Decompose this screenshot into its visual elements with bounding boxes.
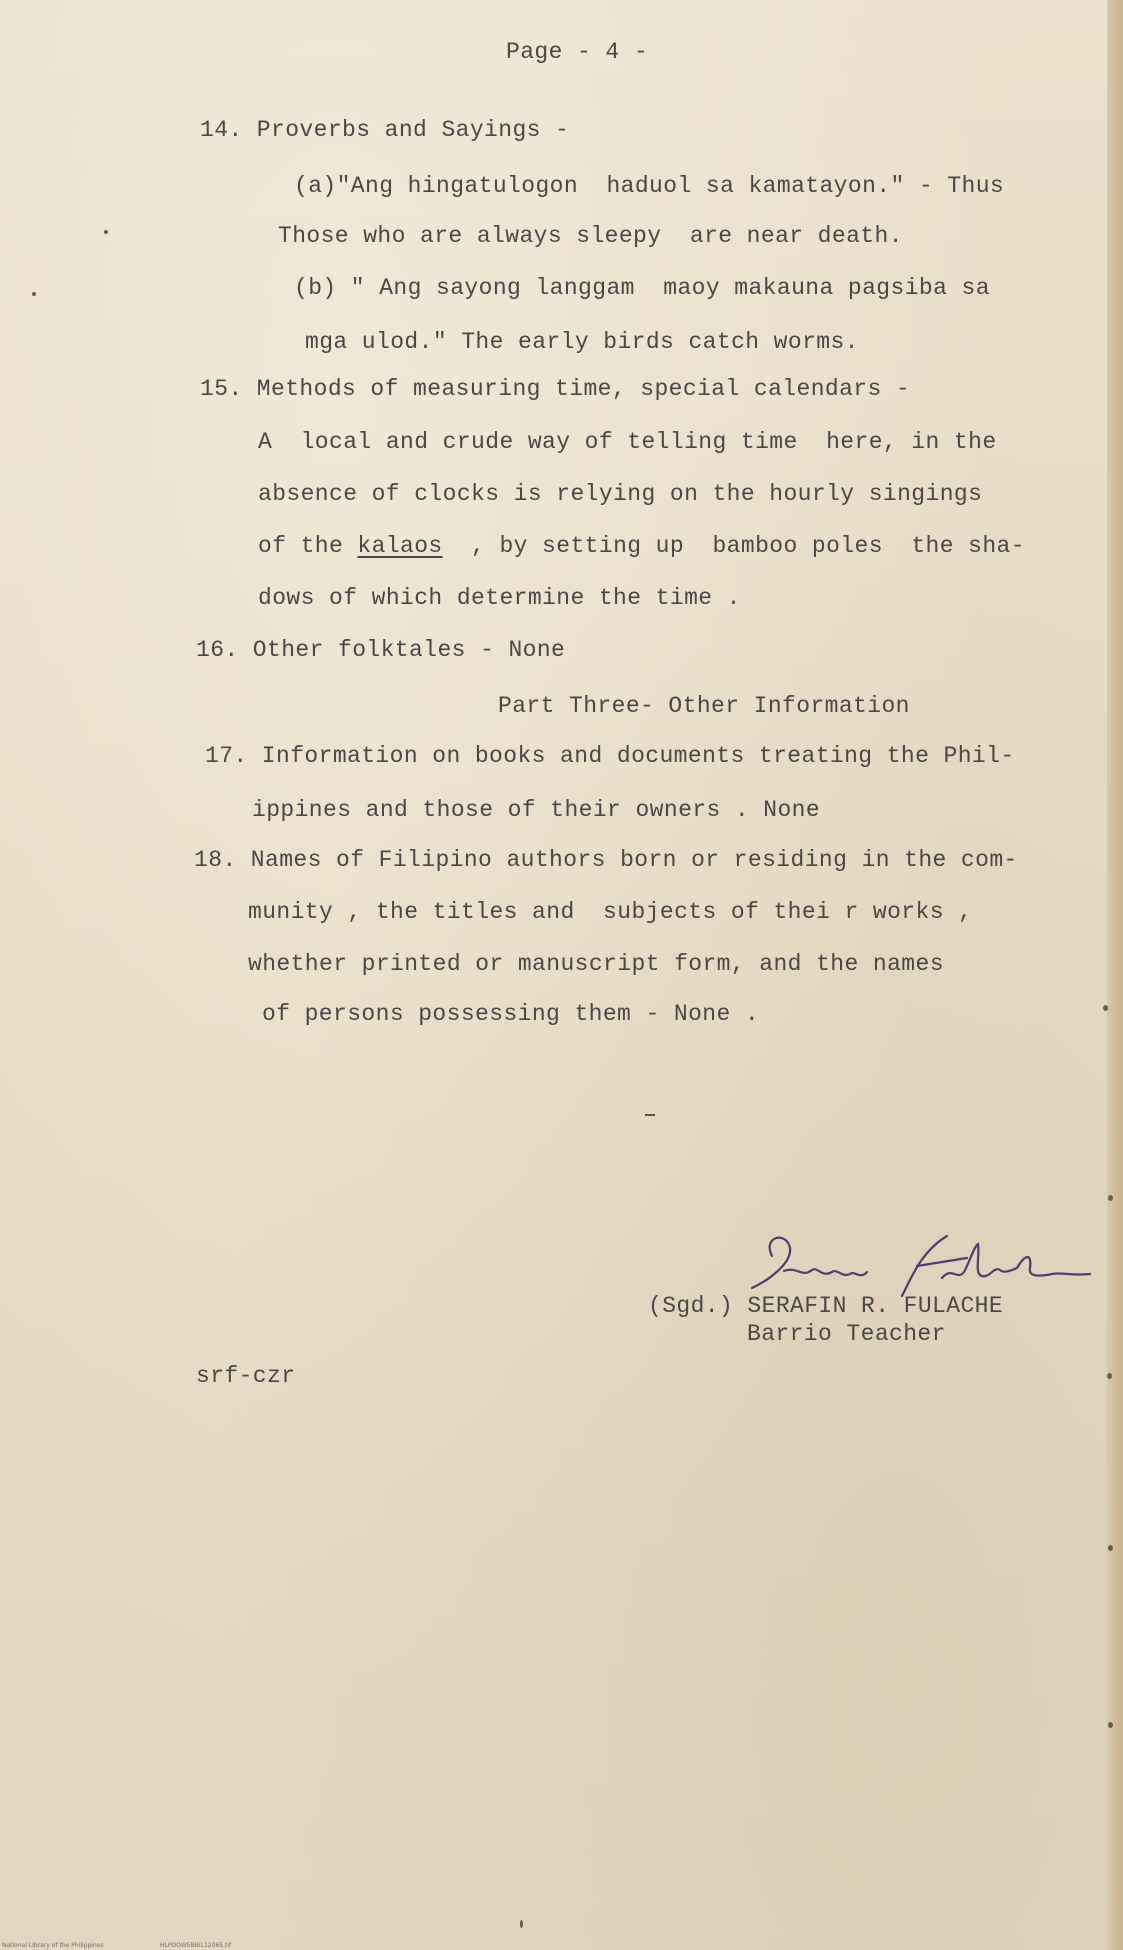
item-18-line2: munity , the titles and subjects of thei r works , xyxy=(248,899,973,925)
signed-name: (Sgd.) SERAFIN R. FULACHE xyxy=(648,1293,1004,1319)
kalaos-word: kalaos xyxy=(357,533,443,559)
part-three-heading: Part Three- Other Information xyxy=(498,693,910,719)
item-15-line3-prefix: of the xyxy=(258,533,358,559)
file-name: HLPOOWEBBIL12065.tif xyxy=(160,1942,232,1949)
item-18-line4: of persons possessing them - None . xyxy=(262,1001,760,1027)
library-credit: National Library of the Philippines xyxy=(2,1942,104,1949)
item-14-a-line2: Those who are always sleepy are near death. xyxy=(278,223,903,249)
paper-speck xyxy=(1108,1195,1113,1201)
item-15-line3 xyxy=(258,532,1025,560)
item-18-line3: whether printed or manuscript form, and the names xyxy=(248,951,944,977)
paper-speck xyxy=(520,1920,523,1928)
item-15-line3-suffix: , by setting up bamboo poles the sha- xyxy=(442,533,1025,559)
item-15-line1: A local and crude way of telling time here, in the xyxy=(258,429,997,455)
item-17-line1: 17. Information on books and documents treating the Phil- xyxy=(205,743,1015,769)
item-15-line2: absence of clocks is relying on the hourly singings xyxy=(258,481,983,507)
item-15-title: 15. Methods of measuring time, special calendars - xyxy=(200,376,911,402)
item-17-line2: ippines and those of their owners . None xyxy=(252,797,821,823)
paper-speck xyxy=(1108,1722,1113,1728)
paper-speck xyxy=(104,230,108,234)
typist-initials: srf-czr xyxy=(196,1363,296,1389)
item-14-b-line1: (b) " Ang sayong langgam maoy makauna pagsiba sa xyxy=(294,275,990,301)
item-15-line4: dows of which determine the time . xyxy=(258,585,741,611)
signer-role: Barrio Teacher xyxy=(747,1321,946,1347)
paper-edge xyxy=(1107,0,1123,1950)
item-14-a-line1: (a)"Ang hingatulogon haduol sa kamatayon." - Thus xyxy=(294,173,1005,199)
item-14-b-line2: mga ulod." The early birds catch worms. xyxy=(305,329,859,355)
paper-speck xyxy=(1108,1545,1113,1551)
item-16: 16. Other folktales - None xyxy=(196,637,566,663)
paper-speck xyxy=(32,292,36,296)
item-18-line1: 18. Names of Filipino authors born or residing in the com- xyxy=(194,847,1018,873)
item-14-title: 14. Proverbs and Sayings - xyxy=(200,117,570,143)
page-number: Page - 4 - xyxy=(506,39,649,65)
paper-speck xyxy=(1107,1373,1112,1379)
paper-speck xyxy=(1103,1005,1108,1011)
separator-dash xyxy=(645,1114,655,1116)
